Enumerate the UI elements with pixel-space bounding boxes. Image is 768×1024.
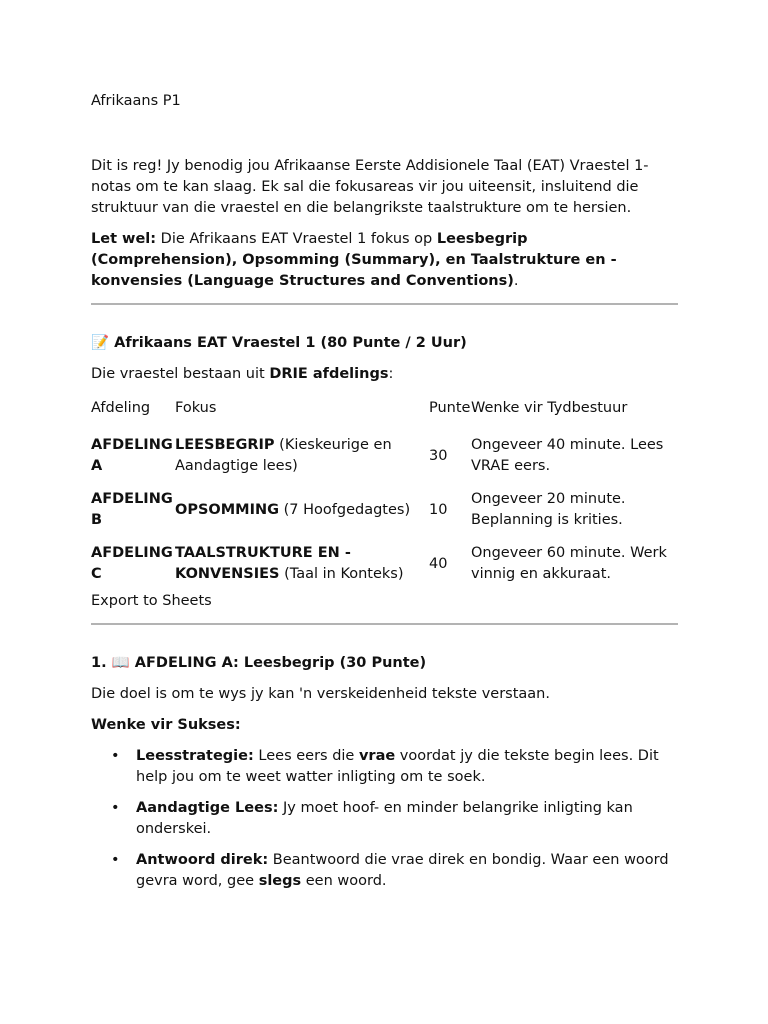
table-cell-afdeling: AFDELING B [91,491,173,528]
paper-structure-intro [91,364,678,385]
tip-text: Lees eers die [253,748,359,764]
tip-bold: vrae [358,748,396,764]
fokus-detail: (7 Hoofgedagtes) [279,501,411,518]
section-heading-text: AFDELING A: Leesbegrip (30 Punte) [129,655,427,671]
section-number: 1. [91,655,107,671]
section-heading-paper-structure [91,333,678,354]
fokus-bold: LEESBEGRIP [175,437,275,453]
table-cell-afdeling: AFDELING A [91,437,173,474]
sections-table [91,387,678,591]
table-cell-punte: 40 [429,555,448,572]
table-header-row [91,387,678,429]
table-cell-fokus [175,429,429,483]
table-cell-afdeling: AFDELING C [91,545,173,582]
tip-label: Antwoord direk: [136,852,269,868]
table-row [91,429,678,483]
intro-bold: DRIE afdelings [269,366,389,382]
table-cell-fokus [175,537,429,591]
memo-icon: 📝 [91,335,110,351]
table-cell-wenke: Ongeveer 60 minute. Werk vinnig en akkuraat. [471,545,667,582]
tips-heading: Wenke vir Sukses: [91,717,241,733]
note-label: Let wel: [91,231,157,247]
book-icon: 📖 [111,655,130,671]
table-cell-wenke: Ongeveer 20 minute. Beplanning is krities. [471,491,626,528]
bullet-icon: • [111,852,120,868]
column-header: Afdeling [91,399,151,416]
list-item [91,798,678,840]
intro-text: Die vraestel bestaan uit [91,366,270,382]
table-cell-fokus [175,483,429,537]
fokus-bold: TAALSTRUKTURE EN -KONVENSIES [175,545,351,582]
tip-label: Leesstrategie: [136,748,254,764]
table-cell-wenke: Ongeveer 40 minute. Lees VRAE eers. [471,437,664,474]
divider [91,623,678,625]
note-paragraph [91,229,678,292]
list-item [91,746,678,788]
tip-text: een woord. [301,873,387,889]
note-end: . [513,273,519,289]
section-heading-text: Afrikaans EAT Vraestel 1 (80 Punte / 2 Uur) [109,335,467,351]
tip-text: Jy moet hoof- en minder belangrike inligting kan onderskei. [136,800,633,837]
document-content [91,91,678,902]
fokus-detail: (Taal in Konteks) [279,566,404,582]
export-to-sheets-link[interactable]: Export to Sheets [91,593,212,609]
column-header: Wenke vir Tydbestuur [471,399,628,416]
afdeling-a-intro: Die doel is om te wys jy kan 'n verskeidenheid tekste verstaan. [91,686,550,702]
section-heading-afdeling-a [91,653,678,674]
table-cell-punte: 30 [429,447,448,464]
note-focus-areas: Leesbegrip (Comprehension), Opsomming (Summary), en Taalstrukture en -konvensies (Language Structures and Conventions) [91,231,617,289]
table-cell-punte: 10 [429,501,448,518]
intro-colon: : [388,366,394,382]
intro-paragraph: Dit is reg! Jy benodig jou Afrikaanse Eerste Addisionele Taal (EAT) Vraestel 1-notas om te kan slaag. Ek sal die fokusareas vir jou uiteensit, insluitend die struktuur van die vraestel en die belangrikste taalstrukture om te hersien. [91,158,649,216]
document-title: Afrikaans P1 [91,93,181,109]
divider [91,303,678,305]
tips-list [91,746,678,892]
table-row [91,483,678,537]
tip-bold: slegs [258,873,302,889]
column-header: Fokus [175,399,217,416]
tip-label: Aandagtige Lees: [136,800,279,816]
bullet-icon: • [111,748,120,764]
fokus-detail: (Kieskeurige en Aandagtige lees) [175,437,392,474]
note-text: Die Afrikaans EAT Vraestel 1 fokus op [156,231,437,247]
fokus-bold: OPSOMMING [175,501,280,518]
tip-text: Beantwoord die vrae direk en bondig. Waar een woord gevra word, gee [136,852,669,889]
bullet-icon: • [111,800,120,816]
tip-text: voordat jy die tekste begin lees. Dit help jou om te weet watter inligting om te soek. [136,748,659,785]
column-header: Punte [429,399,471,416]
table-row [91,537,678,591]
list-item [91,850,678,892]
